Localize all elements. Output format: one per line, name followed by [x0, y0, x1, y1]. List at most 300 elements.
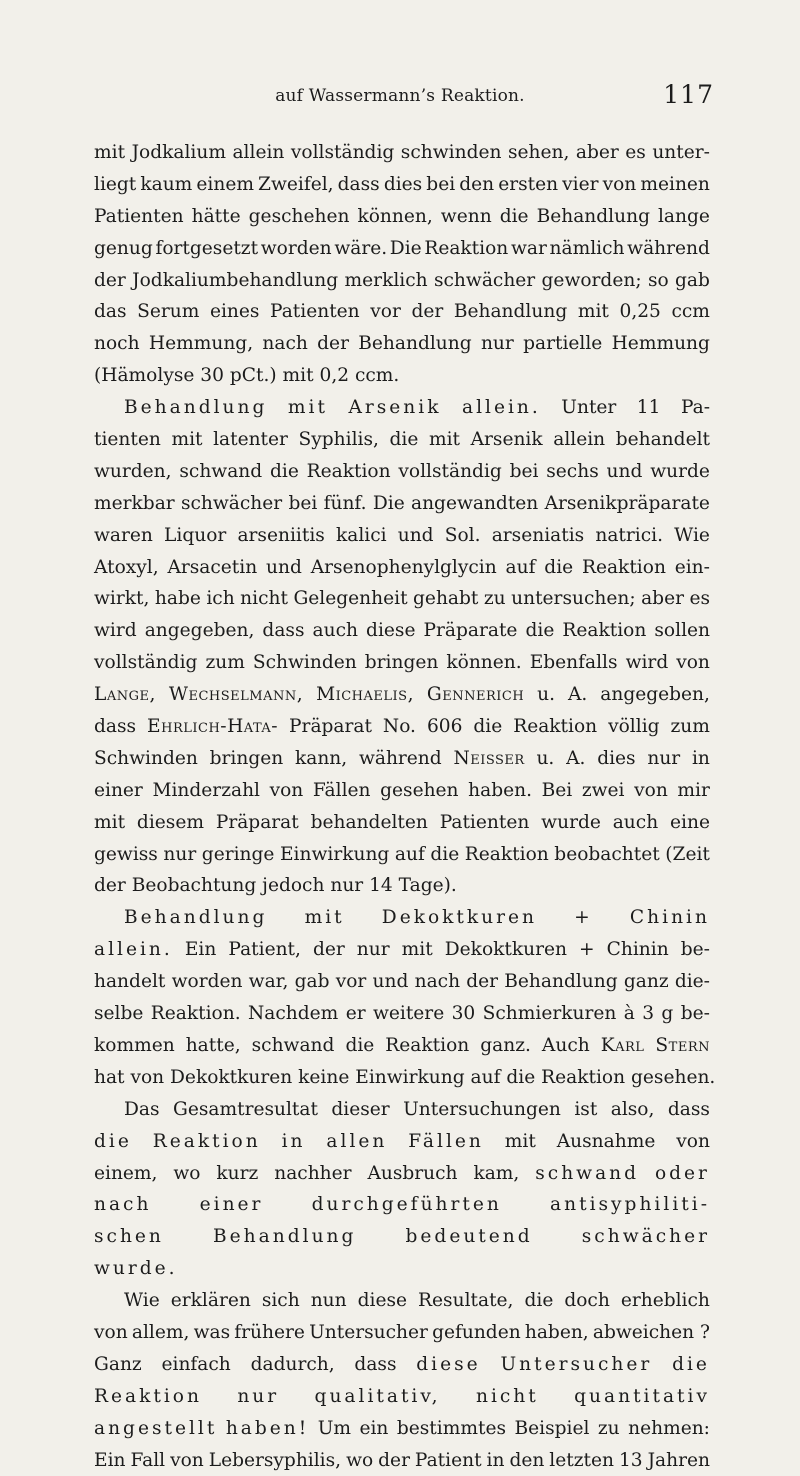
- text-line: [94, 1062, 716, 1094]
- text-line: [94, 1413, 710, 1445]
- word: abweichen ?: [592, 1321, 710, 1343]
- word: von: [676, 1130, 710, 1152]
- word: liegt: [94, 173, 137, 195]
- word: ersten: [498, 173, 559, 195]
- text-line: [94, 1445, 710, 1476]
- word: aber: [641, 588, 684, 610]
- word: Reaktion: [152, 1130, 261, 1152]
- word: während: [627, 237, 710, 259]
- word: Fällen: [312, 779, 371, 801]
- word: geschehen: [248, 205, 350, 227]
- word: Das: [124, 1098, 160, 1120]
- word: bringen: [209, 747, 284, 769]
- word: schwinden: [400, 142, 502, 163]
- word: bei: [288, 492, 318, 514]
- word: vollständig: [290, 142, 395, 163]
- word: nun: [310, 1290, 347, 1312]
- word: partielle: [523, 333, 603, 355]
- word: war: [510, 237, 547, 259]
- word: genug: [94, 237, 153, 259]
- word: also,: [610, 1098, 655, 1120]
- word: dass: [667, 1098, 710, 1120]
- word: von: [676, 652, 710, 674]
- word: Wechselmann,: [168, 684, 304, 706]
- text-line: [94, 583, 710, 615]
- word: weitere: [372, 1003, 445, 1025]
- word: wäre.: [334, 237, 388, 259]
- word: Patienten: [270, 301, 360, 323]
- word: tienten: [94, 429, 161, 451]
- word: ganz.: [480, 1034, 531, 1056]
- word: wirkt,: [94, 588, 150, 610]
- word: Lange,: [94, 684, 156, 706]
- word: Untersucher: [309, 1321, 428, 1343]
- word: wenn: [440, 205, 492, 227]
- text-line: [94, 775, 710, 807]
- word: wurde: [650, 460, 710, 482]
- word: Gennerich: [426, 684, 525, 706]
- word: untersuchen;: [511, 588, 636, 610]
- word: angegeben,: [600, 684, 710, 706]
- word: fünf.: [323, 492, 367, 514]
- word: Hemmung: [611, 333, 710, 355]
- word: Präparat: [289, 716, 372, 738]
- word: in: [691, 747, 710, 769]
- word: und: [397, 524, 434, 546]
- word: ein-: [674, 556, 710, 578]
- word: schen: [94, 1226, 164, 1248]
- word: Unter: [561, 397, 617, 419]
- word: haben,: [524, 1321, 589, 1343]
- word: vollständig: [94, 652, 198, 674]
- word: das: [94, 301, 127, 323]
- word: Arsenikpräparate: [544, 492, 710, 514]
- word: mit: [94, 142, 126, 163]
- word: Gesamtresultat: [172, 1098, 318, 1120]
- word: völlig: [608, 716, 660, 738]
- word: Schwinden: [94, 747, 198, 769]
- word: kommen: [94, 1034, 175, 1056]
- word: Patient,: [228, 939, 301, 961]
- word: Dekoktkuren: [381, 907, 538, 929]
- word: g: [661, 1003, 674, 1025]
- word: dass: [337, 173, 380, 195]
- word: merkbar: [94, 492, 175, 514]
- word: Fällen: [408, 1130, 484, 1152]
- word: die: [544, 556, 574, 578]
- word: Liquor: [164, 524, 227, 546]
- word: u.: [537, 684, 556, 706]
- word: be-: [680, 939, 710, 961]
- word: gewiss: [94, 843, 158, 865]
- word: mit: [94, 811, 126, 833]
- word: Reaktion: [581, 556, 666, 578]
- word: Stern: [655, 1034, 710, 1056]
- word: während: [358, 747, 442, 769]
- word: vor: [335, 971, 367, 993]
- word: der Beobachtung jedoch nur 14 Tage).: [94, 875, 457, 897]
- word: nur: [480, 333, 514, 355]
- text-line: [94, 743, 710, 775]
- word: kurz: [216, 1162, 259, 1184]
- word: Arsenik: [470, 429, 543, 451]
- word: kam,: [473, 1162, 520, 1184]
- word: es: [689, 588, 710, 610]
- word: allem,: [131, 1321, 190, 1343]
- word: Untersuchungen: [403, 1098, 561, 1120]
- word: durchgeführten: [311, 1194, 502, 1216]
- word: von: [170, 1449, 204, 1471]
- word: ich: [206, 588, 235, 610]
- word: die: [524, 1290, 554, 1312]
- word: allen: [326, 1130, 388, 1152]
- word: einer: [94, 779, 143, 801]
- word: handelt: [94, 971, 166, 993]
- word: nicht: [475, 1385, 539, 1407]
- word: auf: [394, 843, 425, 865]
- word: hätte: [191, 205, 241, 227]
- word: Behandlung: [536, 205, 650, 227]
- word: Jahren: [647, 1449, 710, 1471]
- text-line: [94, 360, 710, 392]
- word: aber: [575, 142, 619, 163]
- text-line: [94, 902, 710, 934]
- word: latenter: [213, 429, 288, 451]
- word: oder: [654, 1162, 710, 1184]
- text-line: [94, 488, 710, 520]
- word: die: [94, 1130, 132, 1152]
- word: Patient: [414, 1449, 482, 1471]
- word: Wie: [124, 1290, 160, 1312]
- word: Neisser: [453, 747, 525, 769]
- word: +: [579, 939, 595, 961]
- text-line: [94, 296, 710, 328]
- word: nicht: [240, 588, 288, 610]
- word: Bei: [541, 779, 573, 801]
- word: allein: [553, 429, 606, 451]
- word: ein: [359, 1417, 389, 1439]
- word: Behandlung: [213, 1226, 357, 1248]
- word: war,: [248, 971, 289, 993]
- word: der: [378, 1449, 410, 1471]
- word: der: [466, 971, 499, 993]
- word: bei: [509, 460, 539, 482]
- word: doch: [564, 1290, 610, 1312]
- word: bei: [426, 173, 456, 195]
- word: natrici.: [595, 524, 663, 546]
- word: nämlich: [549, 237, 625, 259]
- word: angegeben,: [144, 620, 255, 642]
- text-line: [94, 328, 710, 360]
- page-header: [0, 80, 800, 112]
- word: und: [372, 971, 409, 993]
- word: Reaktion: [464, 843, 549, 865]
- text-line: [94, 265, 710, 297]
- word: gefunden: [432, 1321, 521, 1343]
- word: wurde: [541, 811, 601, 833]
- word: erheblich: [620, 1290, 710, 1312]
- word: auf: [505, 556, 536, 578]
- word: Die: [372, 492, 405, 514]
- word: Reaktion: [562, 620, 647, 642]
- word: die: [269, 460, 299, 482]
- word: Resultate,: [418, 1290, 514, 1312]
- word: Auch: [541, 1034, 590, 1056]
- word: Behandlung: [504, 971, 618, 993]
- word: A.: [566, 747, 586, 769]
- word: auch: [612, 811, 659, 833]
- word: dies: [383, 173, 423, 195]
- word: diese: [416, 1353, 481, 1375]
- word: haben!: [225, 1417, 310, 1439]
- word: ist: [574, 1098, 598, 1120]
- text-line: [94, 520, 710, 552]
- page-number: 117: [663, 80, 714, 109]
- word: dieser: [331, 1098, 390, 1120]
- word: frühere: [234, 1321, 305, 1343]
- word: in: [281, 1130, 306, 1152]
- text-line: [94, 1189, 710, 1221]
- word: nach: [94, 1194, 152, 1216]
- word: der: [411, 301, 444, 323]
- word: sollen: [654, 620, 710, 642]
- word: schwand: [179, 460, 263, 482]
- word: mit: [171, 429, 203, 451]
- word: Michaelis,: [316, 684, 414, 706]
- word: kann,: [294, 747, 348, 769]
- word: bringen: [364, 652, 439, 674]
- text-line: [94, 1349, 710, 1381]
- word: und: [606, 460, 643, 482]
- text-line: [94, 137, 710, 169]
- word: zum: [205, 652, 245, 674]
- word: eines: [209, 301, 260, 323]
- word: mit: [428, 429, 461, 451]
- word: worden: [260, 237, 332, 259]
- word: Ausnahme: [556, 1130, 656, 1152]
- word: (Zeit: [665, 843, 710, 865]
- word: diesem: [136, 811, 204, 833]
- text-line: [94, 392, 710, 424]
- word: Reaktion: [306, 460, 391, 482]
- word: diese: [357, 1290, 408, 1312]
- word: lange: [657, 205, 710, 227]
- word: gesehen: [380, 779, 459, 801]
- word: vor: [370, 301, 401, 323]
- word: einem,: [94, 1162, 158, 1184]
- word: antisyphiliti-: [550, 1194, 710, 1216]
- word: Präparat: [215, 811, 299, 833]
- word: noch: [94, 333, 140, 355]
- word: Behandlung: [453, 301, 568, 323]
- word: von: [602, 173, 637, 195]
- word: (Hämolyse 30 pCt.) mit 0,2 ccm.: [94, 365, 400, 387]
- word: bedeutend: [405, 1226, 533, 1248]
- word: Atoxyl,: [94, 556, 159, 578]
- word: auch: [312, 620, 358, 642]
- word: beobachtet: [554, 843, 660, 865]
- word: schwächer: [433, 269, 536, 291]
- text-line: [94, 201, 710, 233]
- word: die: [473, 716, 503, 738]
- word: gab: [675, 269, 710, 291]
- word: Behandlung: [358, 333, 472, 355]
- word: zu: [597, 1417, 620, 1439]
- word: Reaktion: [94, 1385, 202, 1407]
- word: worden: [171, 971, 243, 993]
- word: der: [94, 269, 126, 291]
- word: 30: [451, 1003, 476, 1025]
- word: Jodkalium: [131, 142, 226, 163]
- word: was: [193, 1321, 231, 1343]
- word: nur: [237, 1385, 280, 1407]
- word: wird: [94, 620, 137, 642]
- text-line: [94, 1253, 710, 1285]
- word: Patienten: [439, 811, 530, 833]
- word: von: [269, 779, 304, 801]
- word: qualitativ,: [314, 1385, 441, 1407]
- word: Syphilis,: [298, 429, 379, 451]
- word: Chinin: [606, 939, 669, 961]
- word: die: [499, 205, 529, 227]
- word: von: [94, 1321, 128, 1343]
- word: zwei: [581, 779, 625, 801]
- text-line: [94, 807, 710, 839]
- word: wird: [625, 652, 669, 674]
- word: Ganz: [94, 1353, 142, 1375]
- text-line: [94, 998, 710, 1030]
- text-line: [94, 233, 710, 265]
- word: Dekoktkuren: [444, 939, 567, 961]
- word: Minderzahl: [152, 779, 260, 801]
- word: Ehrlich-Hata-: [147, 716, 279, 738]
- word: Lebersyphilis,: [208, 1449, 342, 1471]
- text-line: [94, 647, 710, 679]
- word: wurden,: [94, 460, 172, 482]
- word: sechs: [546, 460, 599, 482]
- word: dass: [262, 620, 305, 642]
- word: Schmierkuren: [482, 1003, 617, 1025]
- word: +: [574, 907, 593, 929]
- word: die: [525, 620, 555, 642]
- word: Ebenfalls: [529, 652, 618, 674]
- word: können,: [357, 205, 433, 227]
- text-line: [94, 839, 710, 871]
- word: mit: [401, 939, 433, 961]
- body-text: [94, 137, 716, 1476]
- word: von: [634, 779, 668, 801]
- word: gehabt: [413, 588, 479, 610]
- word: nehmen:: [628, 1417, 710, 1439]
- word: die: [389, 429, 419, 451]
- word: A.: [567, 684, 588, 706]
- word: arseniitis: [237, 524, 325, 546]
- word: Serum: [137, 301, 200, 323]
- word: 13: [618, 1449, 643, 1471]
- word: angestellt: [94, 1417, 218, 1439]
- text-line: [94, 1094, 710, 1126]
- word: schwächer: [581, 1226, 710, 1248]
- word: es: [625, 142, 646, 163]
- word: vier: [562, 173, 599, 195]
- word: Ein: [94, 1449, 126, 1471]
- word: der: [317, 333, 349, 355]
- text-line: [94, 1285, 710, 1317]
- text-line: [94, 1158, 710, 1190]
- word: nur: [647, 747, 681, 769]
- word: einfach: [161, 1353, 231, 1375]
- word: Präparate: [423, 620, 518, 642]
- word: mit: [287, 397, 328, 419]
- word: Sol.: [444, 524, 481, 546]
- word: Zweifel,: [258, 173, 334, 195]
- word: nur: [163, 843, 197, 865]
- text-line: [94, 1030, 710, 1062]
- word: Wie: [674, 524, 710, 546]
- word: der: [312, 939, 345, 961]
- word: Nachdem: [248, 1003, 339, 1025]
- word: Beispiel: [514, 1417, 590, 1439]
- word: Karl: [600, 1034, 645, 1056]
- word: meinen: [640, 173, 710, 195]
- word: à: [623, 1003, 635, 1025]
- running-title: auf Wassermann’s Reaktion.: [275, 86, 525, 106]
- text-line: [94, 870, 710, 902]
- word: Die: [389, 237, 422, 259]
- word: Reaktion.: [150, 1003, 241, 1025]
- word: einer: [199, 1194, 264, 1216]
- word: die: [430, 843, 460, 865]
- word: 0,25: [619, 301, 661, 323]
- word: kalici: [335, 524, 387, 546]
- text-line: [94, 169, 710, 201]
- text-line: [94, 1126, 710, 1158]
- word: schwand: [535, 1162, 640, 1184]
- word: haben.: [468, 779, 532, 801]
- word: arseniatis: [491, 524, 585, 546]
- word: sehen,: [507, 142, 570, 163]
- word: be-: [680, 1003, 710, 1025]
- word: Fall: [130, 1449, 166, 1471]
- word: diese: [366, 620, 416, 642]
- text-line: [94, 711, 710, 743]
- text-line: [94, 424, 710, 456]
- word: Hemmung,: [148, 333, 254, 355]
- word: 11: [636, 397, 661, 419]
- word: Ein: [184, 939, 217, 961]
- word: letzten: [549, 1449, 614, 1471]
- word: geworden;: [541, 269, 642, 291]
- word: schwand: [251, 1034, 335, 1056]
- word: Untersucher: [500, 1353, 653, 1375]
- word: mir: [677, 779, 710, 801]
- word: u.: [536, 747, 555, 769]
- word: behandelt: [615, 429, 710, 451]
- word: so: [647, 269, 669, 291]
- word: Arsenik: [348, 397, 442, 419]
- word: können.: [446, 652, 522, 674]
- word: allein: [232, 142, 285, 163]
- word: wo: [346, 1449, 374, 1471]
- word: Schwinden: [252, 652, 357, 674]
- word: angewandten: [410, 492, 539, 514]
- word: 3: [642, 1003, 655, 1025]
- word: Um: [317, 1417, 351, 1439]
- word: die: [672, 1353, 710, 1375]
- word: zu: [483, 588, 506, 610]
- text-line: [94, 615, 710, 647]
- word: den: [459, 173, 495, 195]
